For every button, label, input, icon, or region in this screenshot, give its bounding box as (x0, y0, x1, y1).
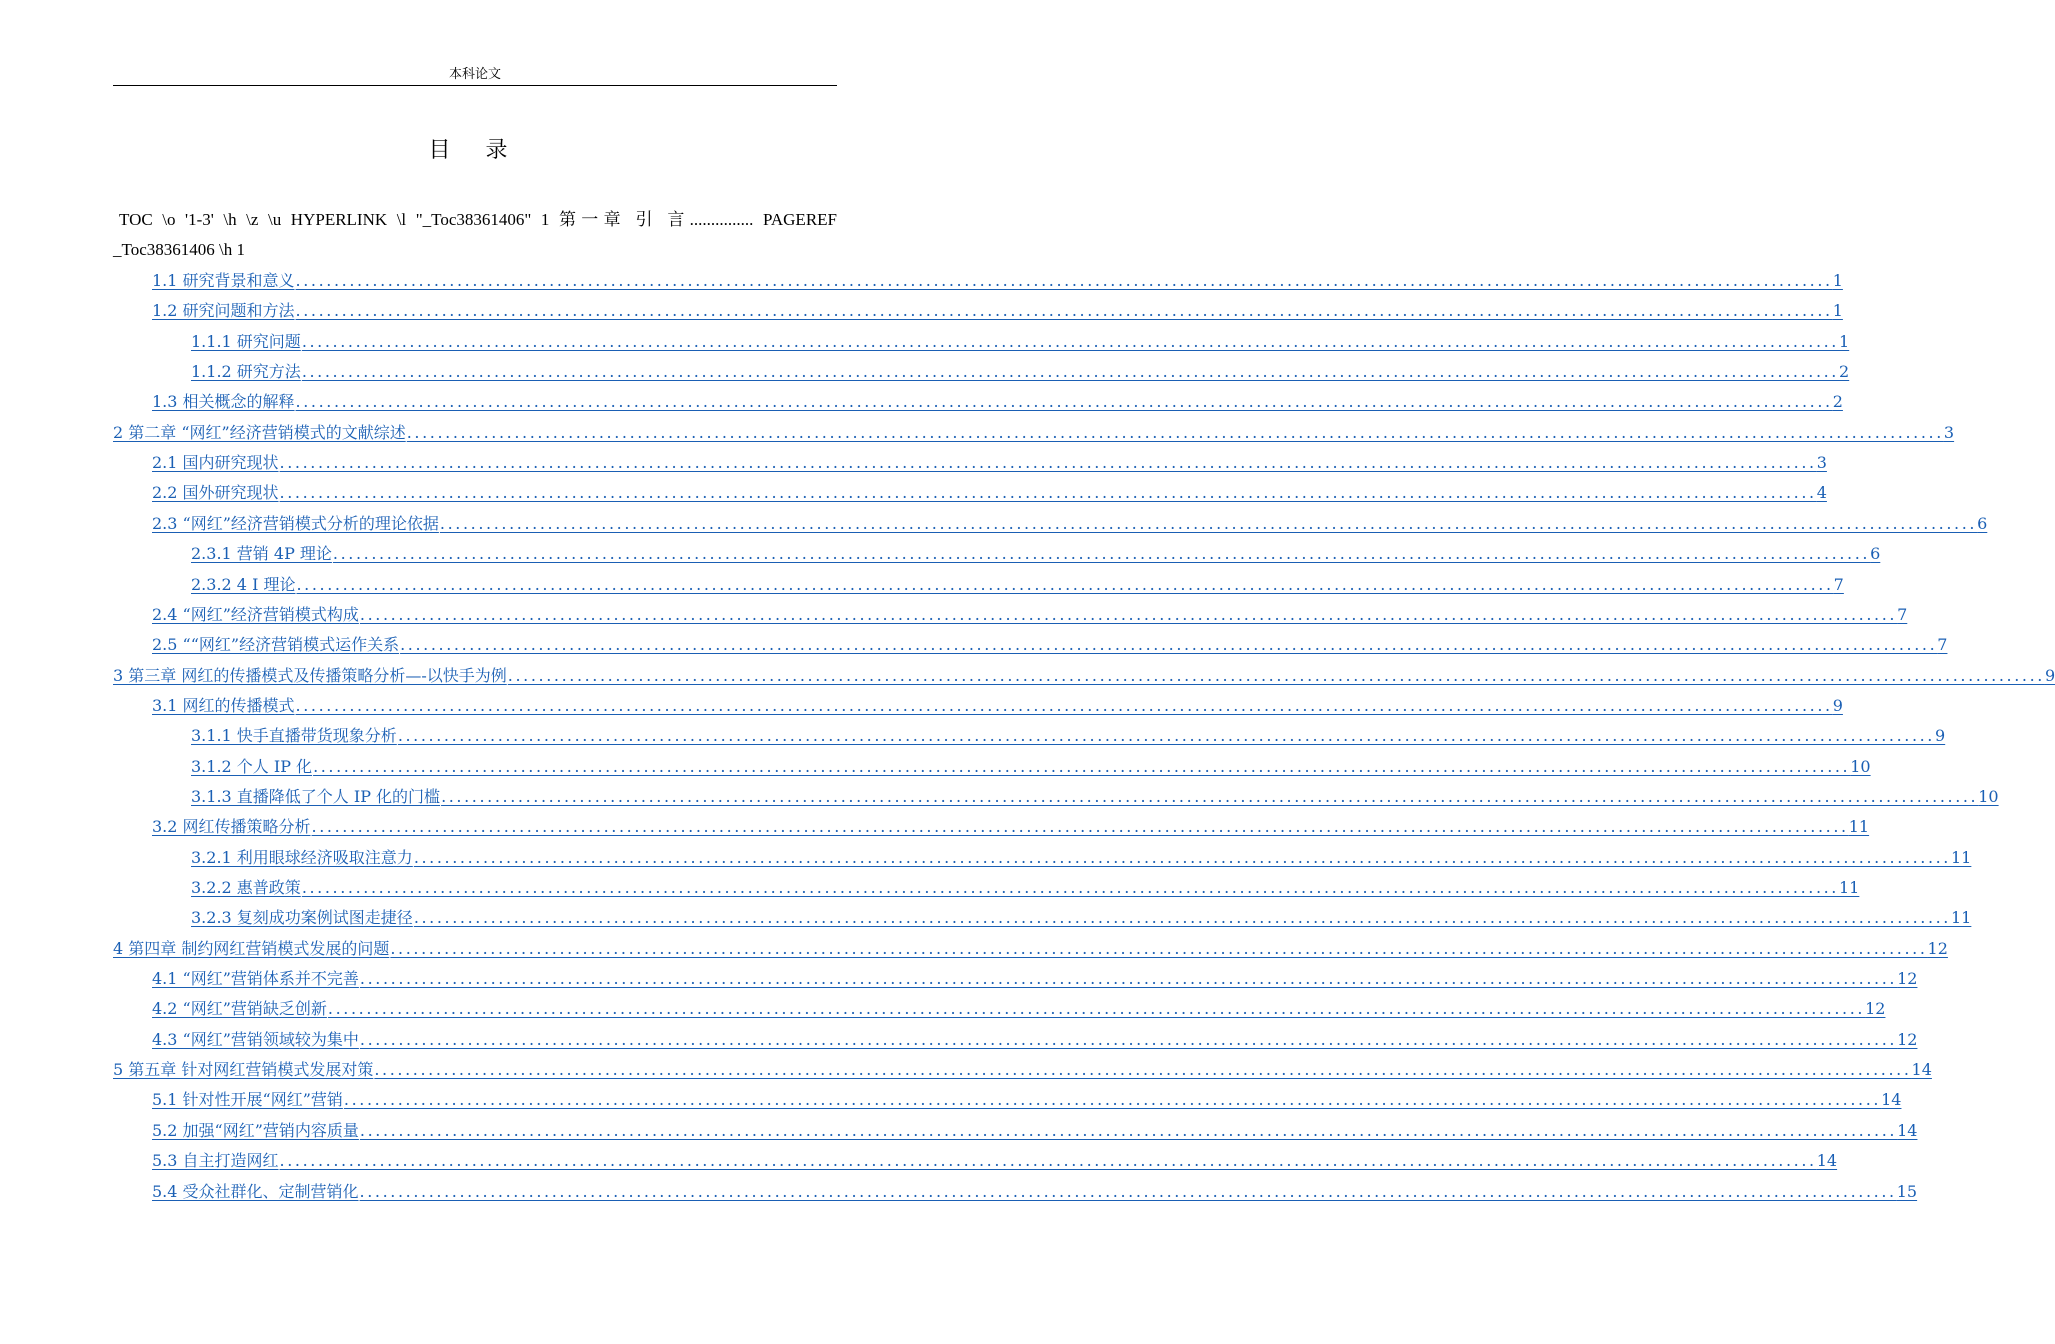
toc-entry-page-number: 9 (2044, 665, 2055, 685)
toc-entry-label: 3 第三章 网红的传播模式及传播策略分析—-以快手为例 (113, 665, 507, 685)
toc-entry[interactable] (191, 782, 1999, 812)
toc-entry[interactable] (152, 1085, 1902, 1115)
toc-entry-page-number: 7 (1897, 604, 1908, 624)
toc-entry-page-number: 11 (1951, 908, 1972, 928)
toc-entry-label: 2.3 “网红”经济营销模式分析的理论依据 (152, 513, 439, 533)
toc-leader-dots: ........................................................................................................................................................................................................ (359, 1181, 1897, 1201)
toc-entry[interactable] (191, 570, 1844, 600)
toc-leader-dots: ........................................................................................................................................................................................................ (359, 1120, 1898, 1140)
toc-entry-label: 3.2 网红传播策略分析 (152, 817, 311, 837)
toc-title: 目 录 (428, 138, 522, 163)
toc-entry-page-number: 12 (1865, 999, 1886, 1019)
toc-leader-dots: ........................................................................................................................................................................................................ (313, 756, 1851, 776)
toc-leader-dots: ........................................................................................................................................................................................................ (295, 392, 1833, 412)
toc-entry-label: 2.3.2 4 I 理论 (191, 574, 296, 594)
toc-entry-page-number: 12 (1897, 969, 1918, 989)
toc-entry[interactable] (191, 873, 1860, 903)
toc-entry[interactable] (191, 843, 1972, 873)
toc-entry-label: 4.2 “网红”营销缺乏创新 (152, 999, 327, 1019)
toc-entry-page-number: 12 (1897, 1029, 1918, 1049)
toc-leader-dots: ........................................................................................................................................................................................................ (400, 635, 1938, 655)
toc-leader-dots: ........................................................................................................................................................................................................ (301, 878, 1839, 897)
toc-entry-label: 2.4 “网红”经济营销模式构成 (152, 604, 359, 624)
toc-leader-dots: ........................................................................................................................................................................................................ (332, 544, 1871, 564)
toc-leader-dots: ........................................................................................................................................................................................................ (279, 483, 1817, 503)
toc-leader-dots: ........................................................................................................................................................................................................ (507, 665, 2045, 685)
header-divider (113, 85, 837, 86)
toc-entry-page-number: 14 (1911, 1060, 1932, 1080)
toc-entry-label: 2.5 ““网红”经济营销模式运作关系 (152, 635, 400, 655)
toc-leader-dots: ........................................................................................................................................................................................................ (343, 1090, 1882, 1110)
toc-entry-page-number: 3 (1943, 422, 1955, 442)
toc-entry-label: 3.2.2 惠普政策 (191, 878, 301, 897)
toc-leader-dots: ........................................................................................................................................................................................................ (301, 362, 1839, 382)
toc-entry[interactable] (152, 691, 1843, 721)
toc-leader-dots: ........................................................................................................................................................................................................ (441, 786, 1979, 806)
toc-entry-label: 3.1.2 个人 IP 化 (191, 756, 313, 776)
toc-entry[interactable] (191, 721, 1946, 751)
page-header: 本科论文 (448, 67, 501, 82)
toc-entry[interactable] (152, 964, 1918, 994)
toc-entry[interactable] (191, 752, 1871, 782)
toc-leader-dots: ........................................................................................................................................................................................................ (311, 817, 1849, 837)
toc-leader-dots: ........................................................................................................................................................................................................ (413, 847, 1951, 867)
toc-entry-label: 1.1.2 研究方法 (191, 362, 301, 382)
toc-entry-page-number: 9 (1935, 726, 1946, 746)
toc-entry-label: 3.2.1 利用眼球经济吸取注意力 (191, 847, 413, 867)
toc-entry-page-number: 11 (1848, 817, 1870, 837)
toc-leader-dots: ........................................................................................................................................................................................................ (359, 969, 1898, 989)
toc-leader-dots: ........................................................................................................................................................................................................ (295, 301, 1833, 321)
toc-entry[interactable] (152, 478, 1827, 508)
toc-entry-page-number: 10 (1978, 786, 1999, 806)
toc-entry-page-number: 9 (1832, 695, 1843, 715)
toc-entry-page-number: 14 (1816, 1151, 1838, 1171)
toc-entry-label: 3.1.3 直播降低了个人 IP 化的门槛 (191, 786, 441, 806)
toc-entry[interactable] (113, 1055, 1932, 1085)
toc-leader-dots: ........................................................................................................................................................................................................ (406, 422, 1944, 442)
toc-entry[interactable] (113, 418, 1955, 448)
toc-entry-label: 5.1 针对性开展“网红”营销 (152, 1090, 343, 1110)
toc-entry-page-number: 7 (1833, 574, 1844, 594)
toc-entry-label: 3.1.1 快手直播带货现象分析 (191, 726, 397, 746)
toc-entry[interactable] (152, 1025, 1918, 1055)
toc-leader-dots: ........................................................................................................................................................................................................ (279, 1151, 1817, 1171)
toc-leader-dots: ........................................................................................................................................................................................................ (359, 1029, 1898, 1049)
toc-entry-page-number: 11 (1839, 878, 1860, 897)
toc-entry-label: 1.1 研究背景和意义 (152, 271, 295, 290)
toc-entry-label: 4.3 “网红”营销领域较为集中 (152, 1029, 359, 1049)
toc-entry-page-number: 15 (1896, 1181, 1918, 1201)
toc-leader-dots: ........................................................................................................................................................................................................ (390, 938, 1928, 958)
toc-entry-page-number: 1 (1832, 271, 1843, 290)
toc-entry[interactable] (191, 327, 1850, 357)
toc-entry-label: 1.2 研究问题和方法 (152, 301, 295, 321)
toc-entry-label: 2.1 国内研究现状 (152, 453, 279, 473)
toc-entry-page-number: 6 (1870, 544, 1881, 564)
toc-entry-page-number: 3 (1816, 453, 1827, 473)
toc-entry[interactable] (191, 357, 1850, 387)
toc-entry-label: 4.1 “网红”营销体系并不完善 (152, 969, 359, 989)
toc-entry[interactable] (152, 266, 1843, 296)
toc-leader-dots: ........................................................................................................................................................................................................ (301, 331, 1839, 351)
toc-entry[interactable] (152, 448, 1827, 478)
toc-leader-dots: ........................................................................................................................................................................................................ (374, 1060, 1912, 1080)
toc-leader-dots: ........................................................................................................................................................................................................ (397, 726, 1935, 746)
toc-entry[interactable] (152, 387, 1843, 417)
toc-leader-dots: ........................................................................................................................................................................................................ (327, 999, 1866, 1019)
toc-entry[interactable] (152, 600, 1908, 630)
toc-leader-dots: ........................................................................................................................................................................................................ (439, 513, 1978, 533)
toc-entry-page-number: 11 (1951, 847, 1972, 867)
toc-entry-page-number: 2 (1839, 362, 1850, 382)
toc-entry-label: 5.2 加强“网红”营销内容质量 (152, 1120, 359, 1140)
toc-leader-dots: ........................................................................................................................................................................................................ (413, 908, 1951, 928)
toc-entry-label: 2.3.1 营销 4P 理论 (191, 544, 332, 564)
toc-entry-page-number: 12 (1927, 938, 1948, 958)
toc-entry-page-number: 6 (1977, 513, 1988, 533)
toc-entry-label: 2 第二章 “网红”经济营销模式的文献综述 (113, 422, 406, 442)
toc-entry-label: 4 第四章 制约网红营销模式发展的问题 (113, 938, 390, 958)
toc-entry[interactable] (152, 296, 1843, 326)
toc-entry[interactable] (113, 934, 1948, 964)
toc-entry-label: 1.3 相关概念的解释 (152, 392, 295, 412)
toc-leader-dots: ........................................................................................................................................................................................................ (296, 574, 1834, 594)
toc-entry-page-number: 4 (1816, 483, 1827, 503)
toc-entry-label: 1.1.1 研究问题 (191, 331, 301, 351)
toc-entry[interactable] (152, 1146, 1838, 1176)
toc-entry-page-number: 1 (1832, 301, 1843, 321)
toc-entry[interactable] (152, 812, 1870, 842)
toc-entry[interactable] (113, 661, 2055, 691)
toc-entry[interactable] (152, 509, 1988, 539)
toc-entry-label: 2.2 国外研究现状 (152, 483, 279, 503)
toc-entry-label: 5.4 受众社群化、定制营销化 (152, 1181, 359, 1201)
toc-leader-dots: ........................................................................................................................................................................................................ (295, 271, 1833, 290)
toc-entry-page-number: 14 (1897, 1120, 1918, 1140)
toc-entry-page-number: 14 (1881, 1090, 1902, 1110)
toc-entry-label: 3.2.3 复刻成功案例试图走捷径 (191, 908, 413, 928)
toc-entry[interactable] (191, 539, 1881, 569)
toc-entry-page-number: 1 (1839, 331, 1850, 351)
toc-leader-dots: ........................................................................................................................................................................................................ (359, 604, 1898, 624)
toc-entry-page-number: 7 (1937, 635, 1948, 655)
toc-leader-dots: ........................................................................................................................................................................................................ (295, 695, 1833, 715)
toc-leader-dots: ........................................................................................................................................................................................................ (279, 453, 1817, 473)
toc-entry-page-number: 2 (1832, 392, 1843, 412)
toc-entry[interactable] (152, 630, 1948, 660)
toc-entry[interactable] (152, 1116, 1918, 1146)
toc-entry[interactable] (191, 903, 1972, 933)
toc-field-code: TOC \o '1-3' \h \z \u HYPERLINK \l "_Toc38361406" 1 第一章 引 言............... PAGEREF _Toc38361406 \h 1 (113, 210, 837, 259)
toc-entry-label: 3.1 网红的传播模式 (152, 695, 295, 715)
toc-entry-label: 5.3 自主打造网红 (152, 1151, 279, 1171)
toc-entry[interactable] (152, 1177, 1918, 1207)
toc-entry-label: 5 第五章 针对网红营销模式发展对策 (113, 1060, 374, 1080)
toc-entry[interactable] (152, 994, 1886, 1024)
toc-entry-page-number: 10 (1850, 756, 1871, 776)
